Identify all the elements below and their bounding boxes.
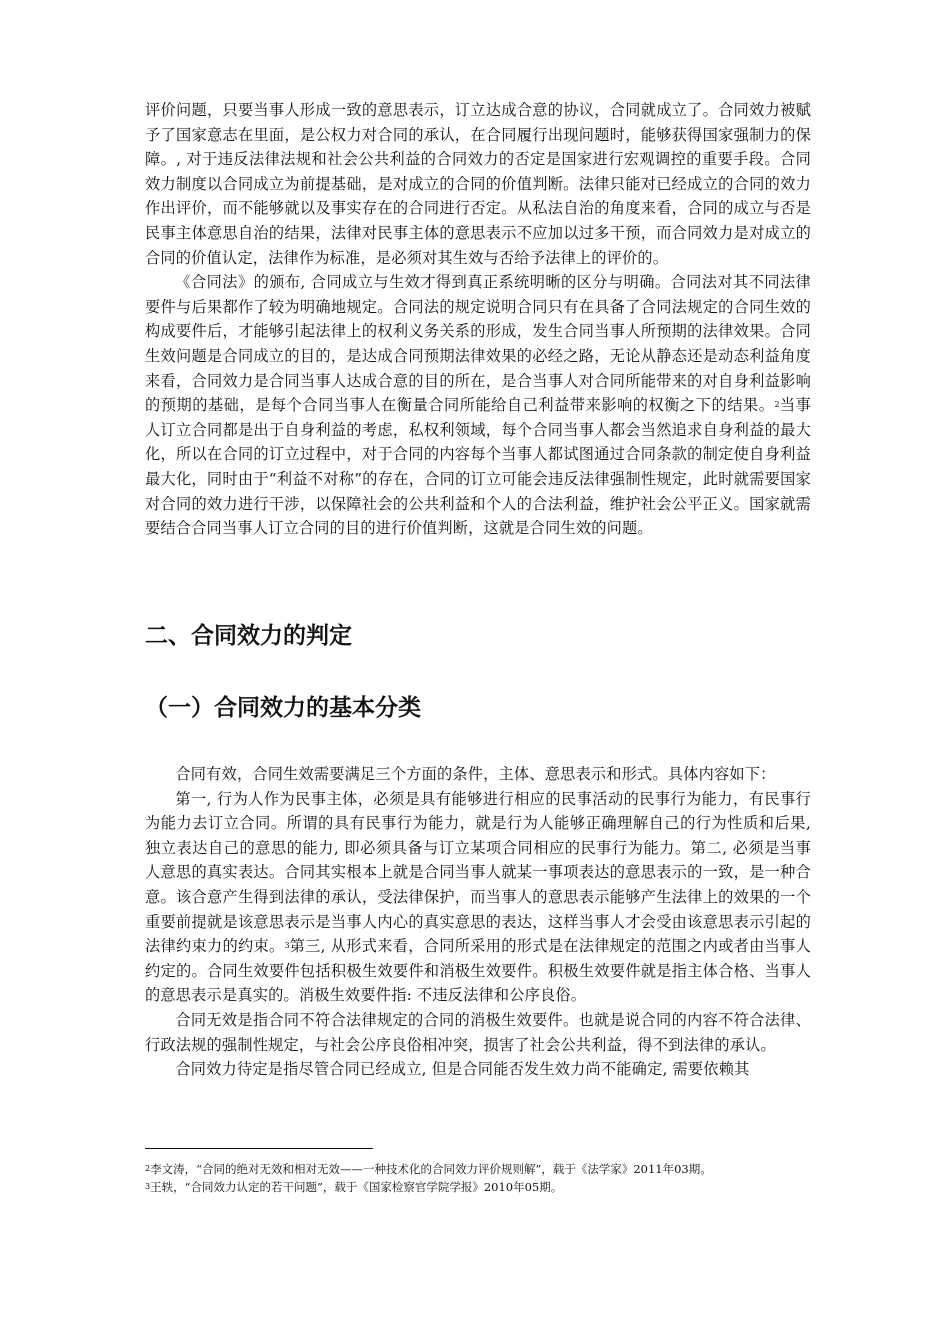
footnote-number: 3 — [145, 1182, 151, 1191]
footnote-ref-3[interactable]: 3 — [284, 941, 290, 951]
section-heading: 二、合同效力的判定 — [145, 623, 352, 649]
paragraph-text: 《合同法》的颁布, 合同成立与生效才得到真正系统明晰的区分与明确。合同法对其不同法律要件与后果都作了较为明确地规定。合同法的规定说明合同只有在具备了合同法规定的合同生效的构成要件后，才能够引起法律上的权利义务关系的形成，发生合同当事人所预期的法律效果。合同生效问题是合同成立的目的，是达成合同预期法律效果的必经之路，无论从静态还是动态利益角度来看，合同效力是合同当事人达成合意的目的所在，是合当事人对合同所能带来的对自身利益影响的预期的基础，是每个合同当事人在衡量合同所能给自己利益带来影响的权衡之下的结果。 — [145, 273, 811, 415]
paragraph-contract-law-promulgation — [145, 270, 811, 541]
paragraph-first-second-third — [145, 787, 811, 1008]
footnote-text: 王轶，“合同效力认定的若干问题”，载于《国家检察官学院学报》2010年05期。 — [150, 1180, 563, 1194]
footnote-text: 李文涛，“合同的绝对无效和相对无效——一种技术化的合同效力评价规则解”，载于《法学家》2011年03期。 — [150, 1162, 712, 1176]
paragraph-valid-conditions: 合同有效，合同生效需要满足三个方面的条件，主体、意思表示和形式。具体内容如下： — [175, 765, 776, 783]
paragraph-pending-validity: 合同效力待定是指尽管合同已经成立, 但是合同能否发生效力尚不能确定, 需要依赖其 — [175, 1060, 750, 1079]
paragraph-text: 第三, 从形式来看，合同所采用的形式是在法律规定的范围之内或者由当事人约定的。合同生效要件包括积极生效要件和消极生效要件。积极生效要件就是指主体合格、当事人的意思表示是真实的。消极生效要件指: 不违反法律和公序良俗。 — [145, 937, 811, 1005]
footnotes — [145, 1160, 811, 1196]
footnote-divider — [145, 1148, 373, 1149]
paragraph-invalid-contract: 合同无效是指合同不符合法律规定的合同的消极生效要件。也就是说合同的内容不符合法律、行政法规的强制性规定，与社会公序良俗相冲突，损害了社会公共利益，得不到法律的承认。 — [145, 1010, 811, 1054]
body-section-2 — [145, 762, 811, 1082]
footnote-item — [145, 1178, 811, 1196]
subsection-heading: （一）合同效力的基本分类 — [145, 695, 421, 721]
body-section-1 — [145, 98, 811, 541]
footnote-item — [145, 1160, 811, 1178]
footnote-ref-2[interactable]: 2 — [774, 400, 780, 410]
paragraph-contract-validity-evaluation: 评价问题，只要当事人形成一致的意思表示，订立达成合意的协议，合同就成立了。合同效力被赋予了国家意志在里面，是公权力对合同的承认，在合同履行出现问题时，能够获得国家强制力的保障。, 对于违反法律法规和社会公共利益的合同效力的否定是国家进行宏观调控的重要手段。合同效力制度以合同成立为前提基础，是对成立的合同的价值判断。法律只能对已经成立的合同的效力作出评价，而不能够就以及事实存在的合同进行否定。从私法自治的角度来看，合同的成立与否是民事主体意思自治的结果，法律对民事主体的意思表示不应加以过多干预，而合同效力是对成立的合同的价值认定，法律作为标准，是必须对其生效与否给予法律上的评价的。 — [145, 101, 811, 267]
paragraph-text: 当事人订立合同都是出于自身利益的考虑，私权利领域，每个合同当事人都会当然追求自身利益的最大化，所以在合同的订立过程中，对于合同的内容每个当事人都试图通过合同条款的制定使自身利益最大化，同时由于“利益不对称”的存在，合同的订立可能会违反法律强制性规定，此时就需要国家对合同的效力进行干涉，以保障社会的公共利益和个人的合法利益，维护社会公平正义。国家就需要结合合同当事人订立合同的目的进行价值判断，这就是合同生效的问题。 — [145, 396, 812, 538]
footnote-number: 2 — [145, 1164, 151, 1173]
paragraph-text: 第一, 行为人作为民事主体，必须是具有能够进行相应的民事活动的民事行为能力，有民事行为能力去订立合同。所谓的具有民事行为能力，就是行为人能够正确理解自己的行为性质和后果, 独立表达自己的意思的能力, 即必须具备与订立某项合同相应的民事行为能力。第二, 必须是当事人意思的真实表达。合同其实根本上就是合同当事人就某一事项表达的意思表示的一致，是一种合意。该合意产生得到法律的承认，受法律保护，而当事人的意思表示能够产生法律上的效果的一个重要前提就是该意思表示是当事人内心的真实意思的表达，这样当事人才会受由该意思表示引起的法律约束力的约束。 — [145, 789, 811, 956]
